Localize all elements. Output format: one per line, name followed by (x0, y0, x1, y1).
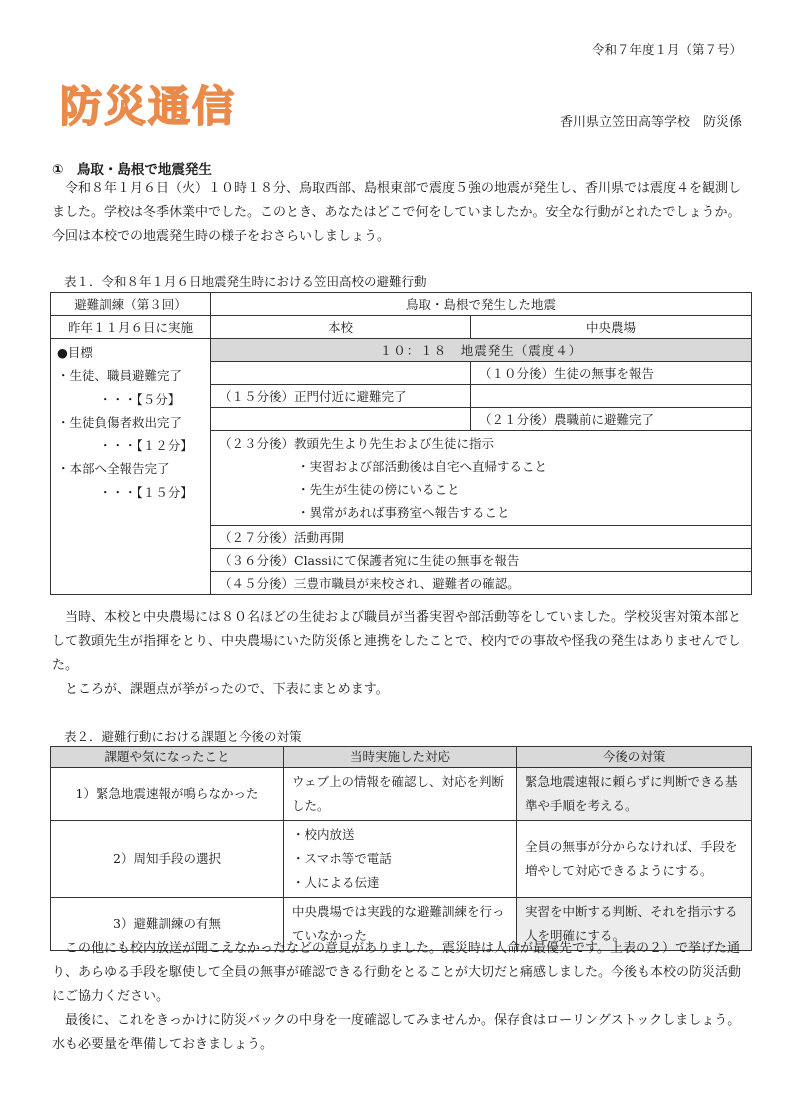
closing-text: この他にも校内放送が聞こえなかったなどの意見がありました。震災時は人命が最優先です。上表の２）で挙げた通り、あらゆる手段を駆使して全員の無事が確認できる行動をとることが大切だと痛感しました。今後も本校の防災活動にご協力ください。 (52, 941, 742, 1004)
future-cell: 全員の無事が分からなければ、手段を増やして対応できるようにする。 (517, 821, 752, 898)
goal-line: ●目標 (57, 345, 93, 360)
timeline-cell: （１５分後）正門付近に避難完了 (211, 385, 471, 408)
issue-number: 令和７年度１月（第７号） (591, 42, 742, 57)
instruction-cell (211, 431, 752, 526)
response-item: ・人による伝達 (292, 875, 380, 890)
table2-caption: 表２．避難行動における課題と今後の対策 (64, 729, 302, 744)
section-title: ① 鳥取・島根で地震発生 (52, 162, 212, 178)
goals-cell (51, 339, 211, 595)
quake-occurrence-row: １０：１８ 地震発生（震度４） (211, 339, 752, 362)
after-text: ところが、課題点が挙がったので、下表にまとめます。 (65, 682, 389, 697)
timeline-cell: （３６分後）Classiにて保護者宛に生徒の無事を報告 (211, 549, 752, 572)
table2-header: 課題や気になったこと (51, 747, 284, 768)
issue-cell: 3）避難訓練の有無 (51, 898, 284, 951)
col-farm-header: 中央農場 (471, 316, 752, 339)
timeline-cell (211, 408, 471, 431)
goal-line: ・・・【１２分】 (99, 438, 193, 454)
response-item: ・スマホ等で電話 (292, 851, 392, 866)
event-header: 鳥取・島根で発生した地震 (211, 293, 752, 316)
table2-header: 今後の対策 (517, 747, 752, 768)
after-paragraph (52, 606, 752, 702)
response-item: ・校内放送 (292, 827, 355, 842)
intro-paragraph (52, 177, 752, 249)
timeline-cell (471, 385, 752, 408)
timeline-cell: （４５分後）三豊市職員が来校され、避難者の確認。 (211, 572, 752, 595)
closing-text: 最後に、これをきっかけに防災バックの中身を一度確認してみませんか。保存食はローリングストックしましょう。水も必要量を準備しておきましょう。 (52, 1013, 741, 1052)
response-cell: ウェブ上の情報を確認し、対応を判断した。 (284, 768, 517, 821)
instruction-lead: （２３分後）教頭先生より先生および生徒に指示 (219, 436, 495, 451)
school-name: 香川県立笠田高等学校 防災係 (559, 115, 742, 130)
future-cell: 緊急地震速報に頼らずに判断できる基準や手順を考える。 (517, 768, 752, 821)
timeline-cell: （１０分後）生徒の無事を報告 (471, 362, 752, 385)
drill-title: 避難訓練（第３回） (51, 293, 211, 316)
closing-paragraph (52, 937, 752, 1057)
response-cell (284, 821, 517, 898)
timeline-cell: （２１分後）農職前に避難完了 (471, 408, 752, 431)
issues-table (50, 746, 752, 951)
table2-header: 当時実施した対応 (284, 747, 517, 768)
instruction-item: ・先生が生徒の傍にいること (297, 482, 460, 497)
col-school-header: 本校 (211, 316, 471, 339)
goal-line: ・生徒、職員避難完了 (57, 368, 183, 384)
future-cell: 実習を中断する判断、それを指示する人を明確にする。 (517, 898, 752, 951)
goal-line: ・生徒負傷者救出完了 (57, 414, 183, 430)
evacuation-timeline-table (50, 292, 752, 595)
response-cell: 中央農場では実践的な避難訓練を行っていなかった (284, 898, 517, 951)
goal-line: ・・・【１５分】 (99, 484, 193, 500)
issue-cell: 1）緊急地震速報が鳴らなかった (51, 768, 284, 821)
table1-caption: 表１．令和８年１月６日地震発生時における笠田高校の避難行動 (64, 274, 427, 289)
drill-date: 昨年１１月６日に実施 (51, 316, 211, 339)
instruction-item: ・異常があれば事務室へ報告すること (297, 505, 510, 520)
instruction-item: ・実習および部活動後は自宅へ直帰すること (297, 459, 548, 474)
intro-text: 令和８年１月６日（火）１０時１８分、鳥取西部、島根東部で震度５強の地震が発生し、香川県では震度４を観測しました。学校は冬季休業中でした。このとき、あなたはどこで何をしていましたか。安全な行動がとれたでしょうか。今回は本校での地震発生時の様子をおさらいしましょう。 (52, 181, 742, 244)
newsletter-logo: 防災通信 (60, 82, 237, 131)
after-text: 当時、本校と中央農場には８０名ほどの生徒および職員が当番実習や部活動等をしていました。学校災害対策本部として教頭先生が指揮をとり、中央農場にいた防災係と連携をしたことで、校内での事故や怪我の発生はありませんでした。 (52, 610, 742, 673)
timeline-cell: （２７分後）活動再開 (211, 526, 752, 549)
goal-line: ・・・【５分】 (99, 391, 181, 407)
timeline-cell (211, 362, 471, 385)
issue-cell: 2）周知手段の選択 (51, 821, 284, 898)
goal-line: ・本部へ全報告完了 (57, 461, 170, 477)
